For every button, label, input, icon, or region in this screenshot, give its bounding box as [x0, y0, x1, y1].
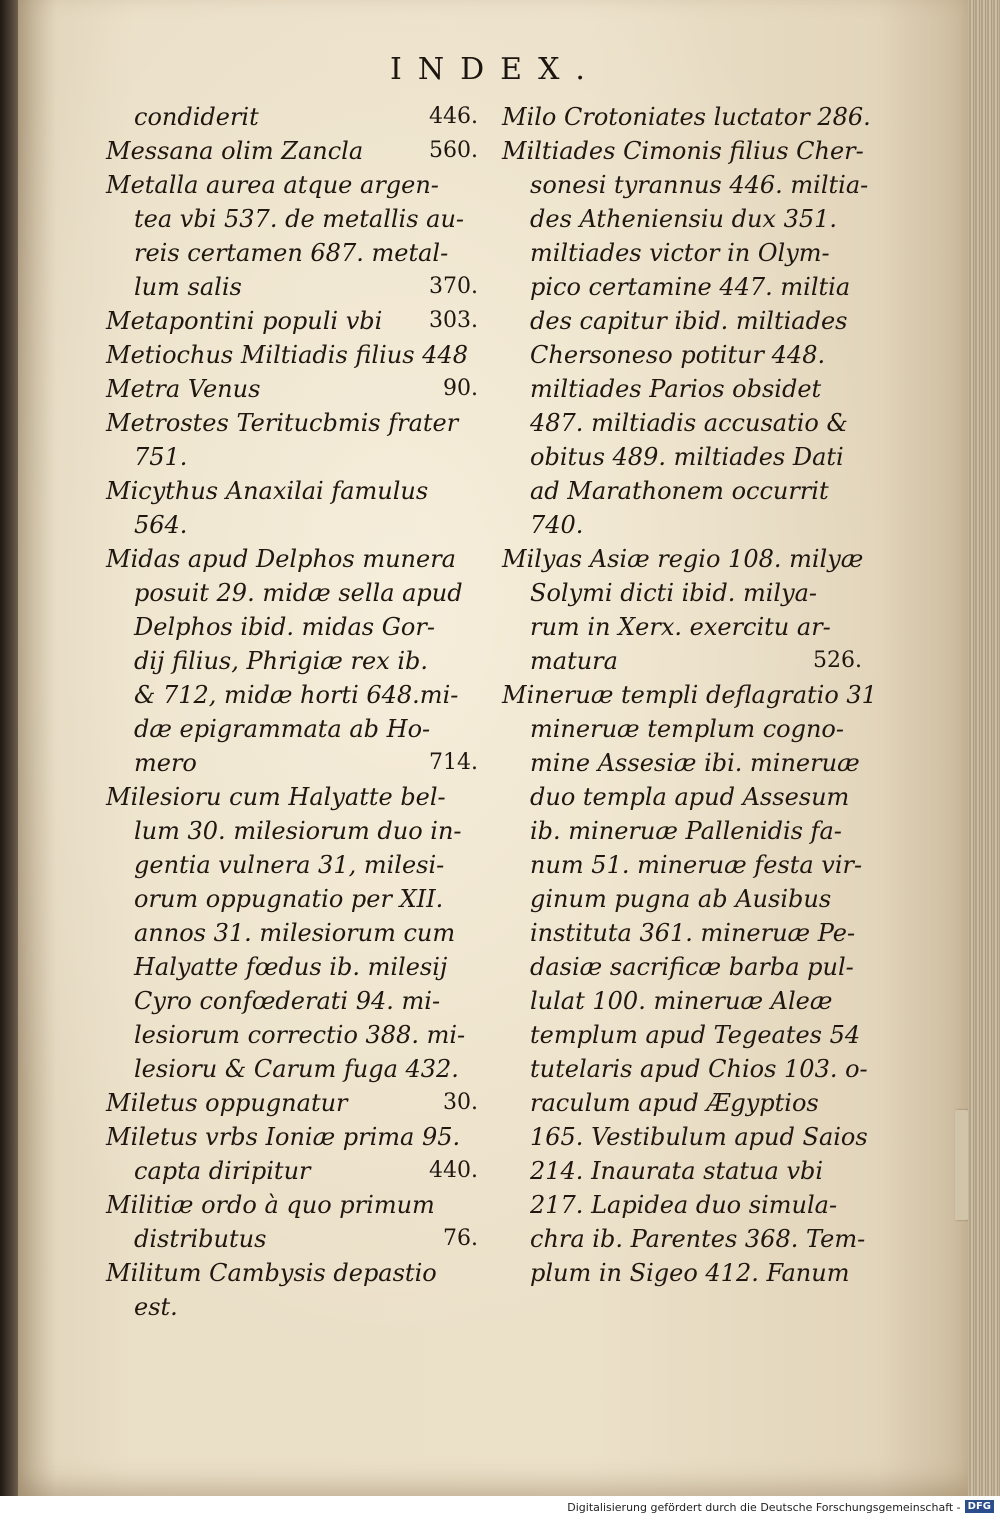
index-entry-line: Miltiades Cimonis filius Cher-	[502, 137, 864, 165]
index-entry-line: lesiorum correctio 388. mi-	[134, 1021, 466, 1049]
index-entry-line: pico certamine 447. miltia	[530, 273, 851, 301]
index-entry-line: & 712, midæ horti 648.mi-	[134, 681, 459, 709]
index-entry	[106, 304, 478, 338]
index-entry-line: duo templa apud Assesum	[530, 783, 850, 811]
index-entry-line: matura 526.	[558, 644, 862, 678]
index-entry	[502, 134, 869, 542]
page-number: 440.	[429, 1158, 478, 1183]
page-header: INDEX.	[390, 52, 601, 87]
index-entry-line: reis certamen 687. metal-	[134, 239, 449, 267]
index-entry-line: ginum pugna ab Ausibus	[530, 885, 832, 913]
index-entry-line: 751.	[134, 443, 188, 471]
index-entry-line: Milesioru cum Halyatte bel-	[106, 783, 446, 811]
index-entry-line: mineruæ templum cogno-	[530, 715, 844, 743]
index-entry-line: ad Marathonem occurrit	[530, 477, 829, 505]
index-entry-line: Metalla aurea atque argen-	[106, 171, 439, 199]
index-entry	[106, 338, 478, 372]
index-entry	[106, 1256, 478, 1324]
index-entry-line: mine Assesiæ ibi. mineruæ	[530, 749, 860, 777]
index-entry-line: Mineruæ templi deflagratio 31	[502, 681, 877, 709]
index-entry-line: sonesi tyrannus 446. miltia-	[530, 171, 869, 199]
index-entry-line: templum apud Tegeates 54	[530, 1021, 861, 1049]
index-entry-line: posuit 29. midæ sella apud	[134, 579, 463, 607]
index-entry-line: tutelaris apud Chios 103. o-	[530, 1055, 868, 1083]
index-entry-line: Micythus Anaxilai famulus	[106, 477, 429, 505]
index-entry-line: Miletus vrbs Ioniæ prima 95.	[106, 1123, 461, 1151]
page-number: 303.	[429, 308, 478, 333]
index-entry-line: Metiochus Miltiadis filius 448	[106, 341, 468, 369]
index-entry-line: Miletus oppugnatur 30.	[134, 1086, 478, 1120]
index-entry	[106, 474, 478, 542]
page-paper	[18, 0, 973, 1496]
index-entry-line: lum 30. milesiorum duo in-	[134, 817, 462, 845]
index-entry-line: Chersoneso potitur 448.	[530, 341, 826, 369]
index-column-right	[502, 100, 877, 1290]
index-entry-line: Midas apud Delphos munera	[106, 545, 456, 573]
index-entry-line: obitus 489. miltiades Dati	[530, 443, 844, 471]
index-entry-line: miltiades Parios obsidet	[530, 375, 822, 403]
page-number: 30.	[443, 1090, 478, 1115]
page-number: 526.	[813, 648, 862, 673]
index-entry-line: 487. miltiadis accusatio &	[530, 409, 848, 437]
index-entry	[106, 372, 478, 406]
index-entry	[502, 542, 862, 678]
footer-credit-text: Digitalisierung gefördert durch die Deutsche Forschungsgemeinschaft -	[567, 1501, 961, 1514]
index-entry-line: Messana olim Zancla 560.	[134, 134, 478, 168]
index-entry-line: 740.	[530, 511, 584, 539]
index-entry-line: Halyatte fœdus ib. milesij	[134, 953, 448, 981]
index-entry-line: Metapontini populi vbi 303.	[134, 304, 478, 338]
page-number: 560.	[429, 138, 478, 163]
index-entry-line: Delphos ibid. midas Gor-	[134, 613, 435, 641]
index-entry-line: des capitur ibid. miltiades	[530, 307, 848, 335]
index-entry	[106, 134, 478, 168]
index-entry	[502, 100, 871, 134]
index-entry-line: ib. mineruæ Pallenidis fa-	[530, 817, 842, 845]
index-entry-line: miltiades victor in Olym-	[530, 239, 830, 267]
index-entry	[502, 678, 877, 1290]
index-column-left	[106, 100, 478, 1324]
page-number: 714.	[429, 750, 478, 775]
index-entry-line: lulat 100. mineruæ Aleæ	[530, 987, 833, 1015]
index-entry-line: des Atheniensiu dux 351.	[530, 205, 838, 233]
page-stack-edge	[968, 0, 1000, 1496]
index-entry-line: condiderit 446.	[162, 100, 478, 134]
index-entry-line: Milo Crotoniates luctator 286.	[502, 103, 871, 131]
index-entry-line: plum in Sigeo 412. Fanum	[530, 1259, 850, 1287]
index-entry	[106, 168, 478, 304]
page-number: 446.	[429, 104, 478, 129]
page-number: 76.	[443, 1226, 478, 1251]
index-entry-line: dij filius, Phrigiæ rex ib.	[134, 647, 428, 675]
index-entry-line: rum in Xerx. exercitu ar-	[530, 613, 831, 641]
index-entry-line: 217. Lapidea duo simula-	[530, 1191, 838, 1219]
index-entry-line: dasiæ sacrificæ barba pul-	[530, 953, 854, 981]
page-number: 90.	[443, 376, 478, 401]
index-entry-line: tea vbi 537. de metallis au-	[134, 205, 465, 233]
index-entry-line: raculum apud Ægyptios	[530, 1089, 819, 1117]
index-entry-line: gentia vulnera 31, milesi-	[134, 851, 445, 879]
dfg-logo: DFG	[965, 1500, 994, 1513]
index-entry	[106, 1188, 478, 1256]
index-entry	[106, 406, 478, 474]
digitization-footer	[0, 1496, 1000, 1520]
index-entry	[106, 1086, 478, 1120]
index-entry-line: 564.	[134, 511, 188, 539]
index-entry	[106, 100, 478, 134]
index-entry-line: 214. Inaurata statua vbi	[530, 1157, 824, 1185]
index-entry	[106, 780, 478, 1086]
index-entry-line: Metra Venus 90.	[134, 372, 478, 406]
index-entry-line: Milyas Asiæ regio 108. milyæ	[502, 545, 864, 573]
index-entry-line: chra ib. Parentes 368. Tem-	[530, 1225, 866, 1253]
index-entry-line: est.	[134, 1293, 178, 1321]
index-entry-line: annos 31. milesiorum cum	[134, 919, 456, 947]
index-entry-line: Militum Cambysis depastio	[106, 1259, 437, 1287]
index-entry-line: Metrostes Teritucbmis frater	[106, 409, 459, 437]
index-entry-line: orum oppugnatio per XII.	[134, 885, 444, 913]
index-entry	[106, 1120, 478, 1188]
index-entry-line: num 51. mineruæ festa vir-	[530, 851, 863, 879]
index-entry-line: 165. Vestibulum apud Saios	[530, 1123, 868, 1151]
index-entry-line: lesioru & Carum fuga 432.	[134, 1055, 459, 1083]
index-entry-line: lum salis 370.	[162, 270, 478, 304]
index-entry-line: dæ epigrammata ab Ho-	[134, 715, 431, 743]
index-entry-line: instituta 361. mineruæ Pe-	[530, 919, 856, 947]
index-entry-line: Militiæ ordo à quo primum	[106, 1191, 435, 1219]
index-entry-line: mero 714.	[162, 746, 478, 780]
index-entry-line: Cyro confœderati 94. mi-	[134, 987, 441, 1015]
index-entry-line: distributus 76.	[162, 1222, 478, 1256]
page-number: 370.	[429, 274, 478, 299]
index-entry-line: Solymi dicti ibid. milya-	[530, 579, 818, 607]
index-entry	[106, 542, 478, 780]
index-entry-line: capta diripitur 440.	[162, 1154, 478, 1188]
